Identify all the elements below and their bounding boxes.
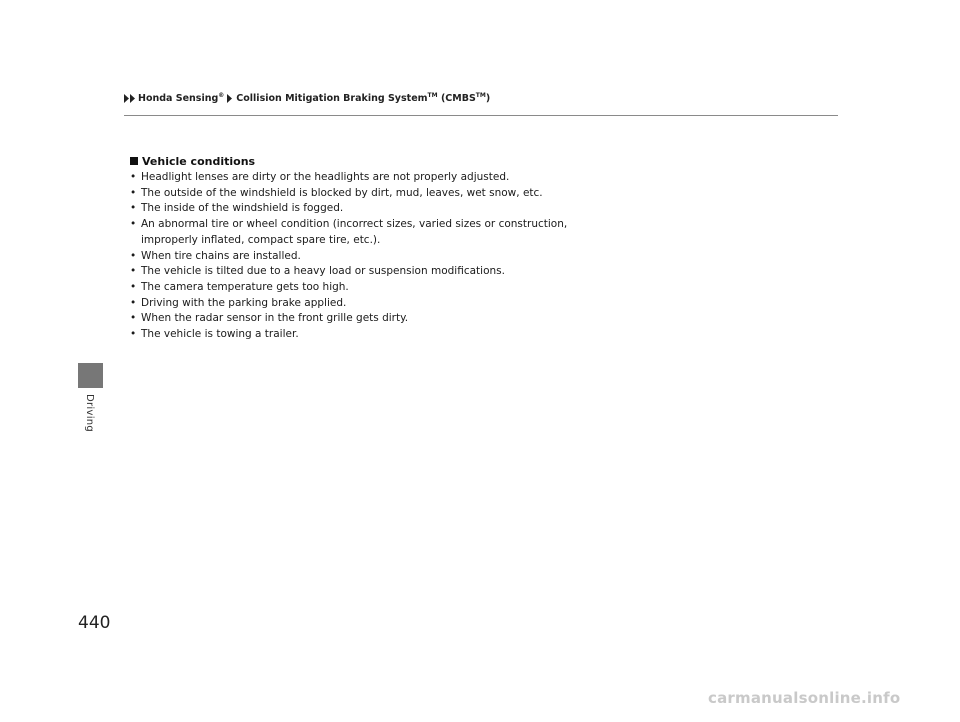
list-item: • Headlight lenses are dirty or the headlights are not properly adjusted.: [130, 171, 510, 183]
main-content: [130, 154, 770, 343]
list-item: • The inside of the windshield is fogged.: [130, 202, 344, 215]
list-item: • The vehicle is towing a trailer.: [130, 328, 299, 341]
list-item: • The vehicle is tilted due to a heavy load or suspension modifications.: [130, 265, 505, 278]
list-item: • An abnormal tire or wheel condition (incorrect sizes, varied sizes or construction, improperly inflated, compact spare tire, etc.).: [130, 218, 568, 246]
list-item: • Driving with the parking brake applied.: [130, 296, 347, 309]
chapter-tab-marker: [78, 363, 103, 388]
condition-list: [130, 170, 770, 343]
breadcrumb-arrow-icon: [227, 94, 234, 103]
list-item: • When the radar sensor in the front grille gets dirty.: [130, 312, 409, 325]
header-rule: [124, 115, 838, 116]
chapter-tab-label: Driving: [84, 394, 95, 433]
breadcrumb-item-honda-sensing[interactable]: Honda Sensing®: [138, 91, 225, 104]
watermark: carmanualsonline.info: [708, 689, 901, 707]
breadcrumb-item-cmbs[interactable]: Collision Mitigation Braking System™ (CMBS™): [236, 91, 491, 104]
breadcrumb-arrow-icon: [124, 94, 136, 103]
section-heading: Vehicle conditions: [130, 154, 770, 168]
square-bullet-icon: [130, 157, 138, 165]
list-item: • When tire chains are installed.: [130, 249, 301, 262]
list-item: • The outside of the windshield is blocked by dirt, mud, leaves, wet snow, etc.: [130, 186, 543, 199]
breadcrumb: [124, 93, 493, 104]
list-item: • The camera temperature gets too high.: [130, 280, 349, 293]
page-number: 440: [78, 613, 111, 633]
